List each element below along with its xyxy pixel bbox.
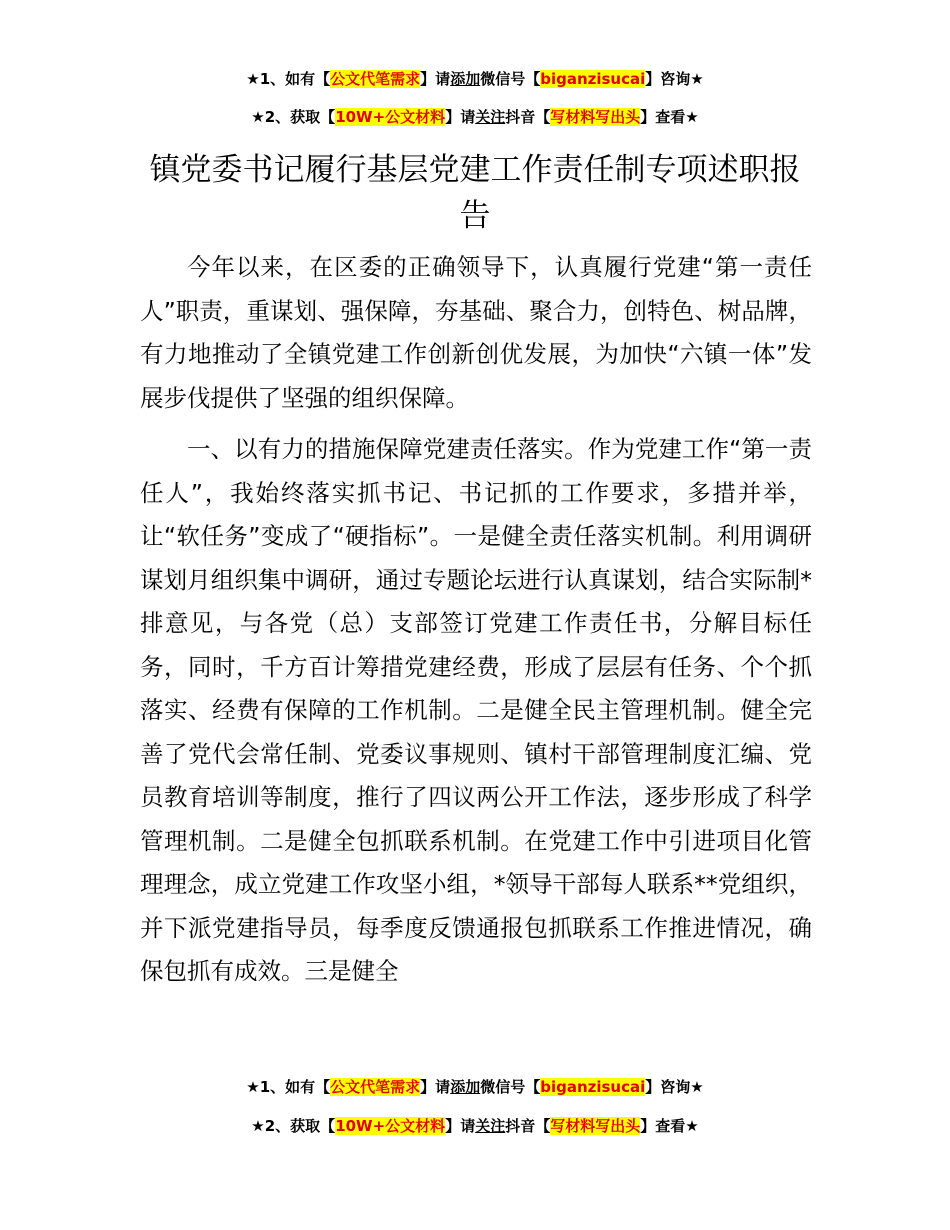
underlined-text: 关注 [475,1117,506,1135]
banner-text: ★2、获取【 [251,1117,336,1135]
banner-text: 】请 [420,70,451,88]
banner-text: 】请 [445,108,476,126]
banner-bottom-line-1 [0,1077,950,1097]
highlight-materials: 10W+公文材料 [335,108,446,126]
banner-text: 】咨询★ [645,1078,704,1096]
banner-text: ★1、如有【 [246,70,331,88]
highlight-service: 公文代笔需求 [330,1078,421,1096]
banner-text: 】咨询★ [645,70,704,88]
banner-text: 】查看★ [640,1117,699,1135]
underlined-text: 添加 [450,70,481,88]
banner-text: 】请 [445,1117,476,1135]
highlight-materials: 10W+公文材料 [335,1117,446,1135]
banner-text: ★1、如有【 [246,1078,331,1096]
highlight-wechat-id: biganzisucai [540,1078,646,1096]
banner-bottom-line-2 [0,1116,950,1136]
highlight-douyin-account: 写材料写出头 [550,1117,641,1135]
banner-top-line-2 [0,107,950,127]
highlight-service: 公文代笔需求 [330,70,421,88]
underlined-text: 关注 [475,108,506,126]
underlined-text: 添加 [450,1078,481,1096]
highlight-wechat-id: biganzisucai [540,70,646,88]
banner-text: 】查看★ [640,108,699,126]
banner-text: 】请 [420,1078,451,1096]
highlight-douyin-account: 写材料写出头 [550,108,641,126]
banner-text: 抖音【 [505,108,551,126]
banner-top-line-1 [0,69,950,89]
banner-text: 抖音【 [505,1117,551,1135]
banner-text: 微信号【 [480,1078,541,1096]
banner-text: 微信号【 [480,70,541,88]
paragraph-intro: 今年以来，在区委的正确领导下，认真履行党建“第一责任人”职责，重谋划、强保障，夯基础、聚合力，创特色、树品牌，有力地推动了全镇党建工作创新创优发展，为加快“六镇一体”发展步伐提供了坚强的组织保障。 [140,253,812,412]
paragraph-section-1: 一、以有力的措施保障党建责任落实。作为党建工作“第一责任人”，我始终落实抓书记、书记抓的工作要求，多措并举，让“软任务”变成了“硬指标”。一是健全责任落实机制。利用调研谋划月组织集中调研，通过专题论坛进行认真谋划，结合实际制*排意见，与各党（总）支部签订党建工作责任书，分解目标任务，同时，千方百计筹措党建经费，形成了层层有任务、个个抓落实、经费有保障的工作机制。二是健全民主管理机制。健全完善了党代会常任制、党委议事规则、镇村干部管理制度汇编、党员教育培训等制度，推行了四议两公开工作法，逐步形成了科学管理机制。二是健全包抓联系机制。在党建工作中引进项目化管理理念，成立党建工作攻坚小组，*领导干部每人联系**党组织，并下派党建指导员，每季度反馈通报包抓联系工作推进情况，确保包抓有成效。三是健全 [140,435,812,985]
banner-text: ★2、获取【 [251,108,336,126]
document-title: 镇党委书记履行基层党建工作责任制专项述职报告 [149,152,801,234]
